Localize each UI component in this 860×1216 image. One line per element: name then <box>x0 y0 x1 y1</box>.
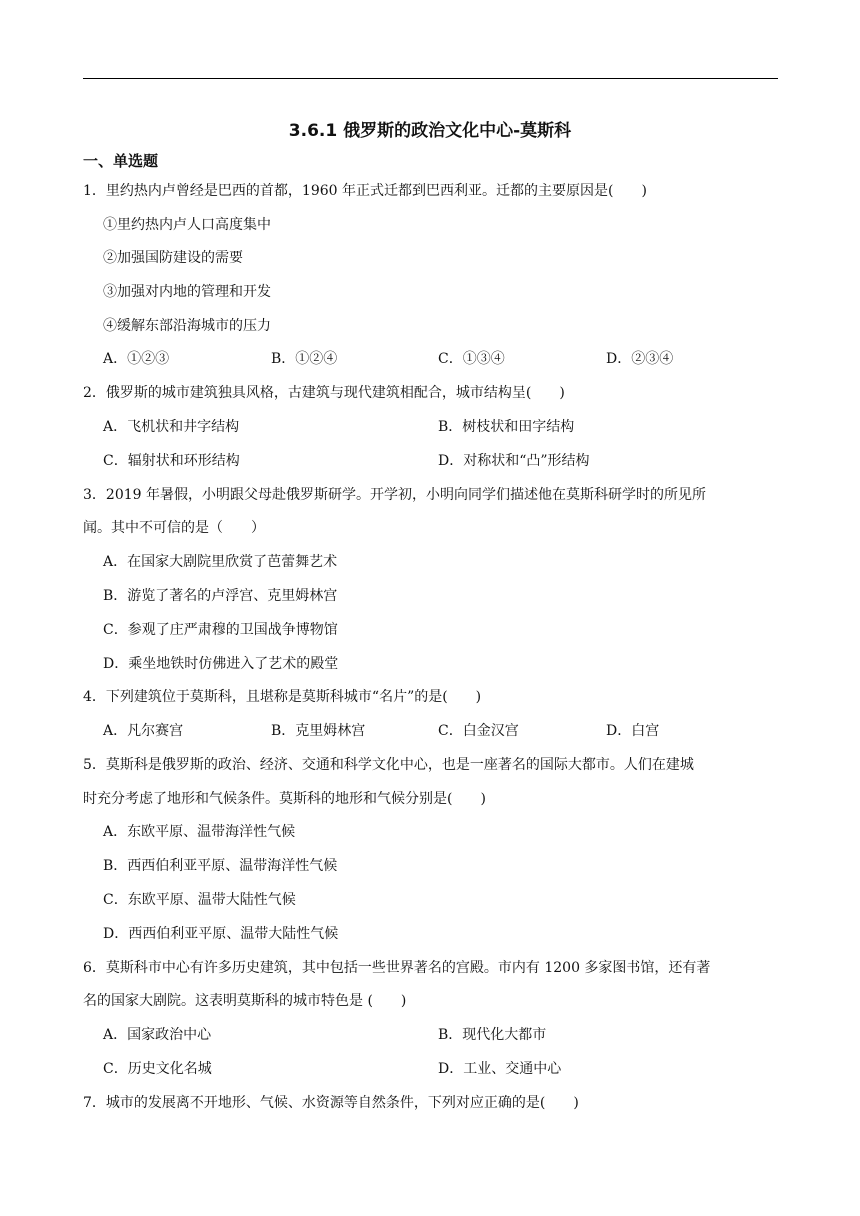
question-3-stem-line-2: 闻。其中不可信的是（ ） <box>83 520 265 536</box>
question-1-item-3: ③加强对内地的管理和开发 <box>103 284 271 300</box>
question-1-option-b: B．①②④ <box>271 351 338 367</box>
question-2-option-d: D．对称状和“凸”形结构 <box>438 453 590 469</box>
question-2-option-c: C．辐射状和环形结构 <box>103 453 240 469</box>
question-5-option-b: B．西西伯利亚平原、温带海洋性气候 <box>103 858 338 874</box>
question-1-option-d: D．②③④ <box>606 351 674 367</box>
question-2-stem: 2．俄罗斯的城市建筑独具风格，古建筑与现代建筑相配合，城市结构呈( ) <box>83 385 565 401</box>
question-6-option-c: C．历史文化名城 <box>103 1061 212 1077</box>
section-heading: 一、单选题 <box>83 152 159 170</box>
question-1-item-4: ④缓解东部沿海城市的压力 <box>103 318 271 334</box>
document-title: 3.6.1 俄罗斯的政治文化中心-莫斯科 <box>288 121 572 141</box>
question-5-option-d: D．西西伯利亚平原、温带大陆性气候 <box>103 926 339 942</box>
question-4-option-a: A．凡尔赛宫 <box>103 723 184 739</box>
question-3-option-c: C．参观了庄严肃穆的卫国战争博物馆 <box>103 622 338 638</box>
question-1-item-1: ①里约热内卢人口高度集中 <box>103 217 271 233</box>
question-3-option-b: B．游览了著名的卢浮宫、克里姆林宫 <box>103 588 338 604</box>
question-1-stem: 1．里约热内卢曾经是巴西的首都，1960 年正式迁都到巴西利亚。迁都的主要原因是( ) <box>83 183 647 199</box>
question-3-option-d: D．乘坐地铁时仿佛进入了艺术的殿堂 <box>103 656 339 672</box>
question-4-option-b: B．克里姆林宫 <box>271 723 366 739</box>
question-1-item-2: ②加强国防建设的需要 <box>103 250 243 266</box>
header-rule <box>83 78 778 79</box>
question-4-option-d: D．白宫 <box>606 723 660 739</box>
question-6-option-a: A．国家政治中心 <box>103 1027 212 1043</box>
question-3-stem-line-1: 3．2019 年暑假，小明跟父母赴俄罗斯研学。开学初，小明向同学们描述他在莫斯科研学时的所见所 <box>83 487 706 503</box>
question-4-stem: 4．下列建筑位于莫斯科，且堪称是莫斯科城市“名片”的是( ) <box>83 689 482 705</box>
question-2-option-b: B．树枝状和田字结构 <box>438 419 575 435</box>
question-6-stem-line-1: 6．莫斯科市中心有许多历史建筑，其中包括一些世界著名的宫殿。市内有 1200 多家图书馆，还有著 <box>83 960 711 976</box>
question-6-option-b: B．现代化大都市 <box>438 1027 547 1043</box>
question-5-option-a: A．东欧平原、温带海洋性气候 <box>103 824 296 840</box>
question-3-option-a: A．在国家大剧院里欣赏了芭蕾舞艺术 <box>103 554 338 570</box>
question-4-option-c: C．白金汉宫 <box>438 723 519 739</box>
question-6-option-d: D．工业、交通中心 <box>438 1061 562 1077</box>
question-5-stem-line-1: 5．莫斯科是俄罗斯的政治、经济、交通和科学文化中心，也是一座著名的国际大都市。人们在建城 <box>83 757 694 773</box>
question-1-option-a: A．①②③ <box>103 351 170 367</box>
question-6-stem-line-2: 名的国家大剧院。这表明莫斯科的城市特色是 ( ) <box>83 993 407 1009</box>
question-7-stem: 7．城市的发展离不开地形、气候、水资源等自然条件，下列对应正确的是( ) <box>83 1095 579 1111</box>
question-5-option-c: C．东欧平原、温带大陆性气候 <box>103 892 296 908</box>
question-5-stem-line-2: 时充分考虑了地形和气候条件。莫斯科的地形和气候分别是( ) <box>83 791 486 807</box>
question-2-option-a: A．飞机状和井字结构 <box>103 419 240 435</box>
question-1-option-c: C．①③④ <box>438 351 505 367</box>
